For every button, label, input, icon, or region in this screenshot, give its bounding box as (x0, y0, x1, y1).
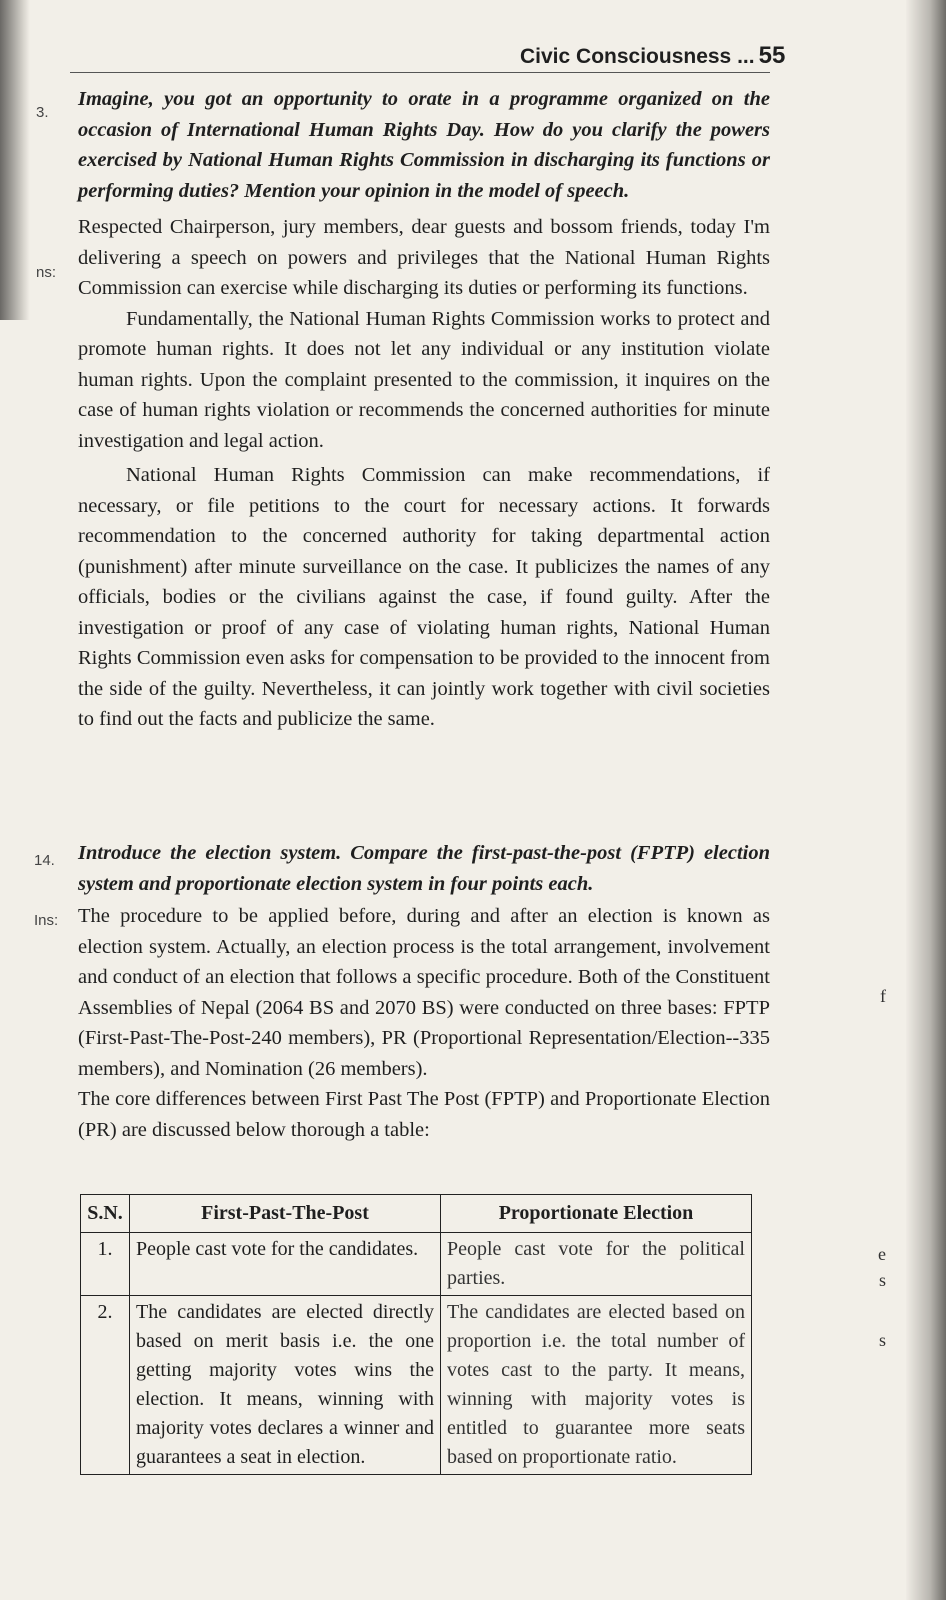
header-rule (70, 72, 770, 73)
ans4-marker: Ins: (34, 912, 59, 929)
table-row (81, 1233, 752, 1296)
page-binding-shadow (0, 0, 30, 320)
header-sn: S.N. (81, 1195, 130, 1233)
ans3-marker: ns: (36, 264, 57, 281)
q4-answer-p2: The core differences between First Past The Post (FPTP) and Proportionate Election (PR) are discussed below thorough a table: (78, 1088, 770, 1141)
table-row (81, 1296, 752, 1475)
q3-question: Imagine, you got an opportunity to orate in a programme organized on the occasion of International Human Rights Day. How do you clarify the powers exercised by National Human Rights Commission in discharging its functions or performing duties? Mention your opinion in the model of speech. (78, 88, 770, 202)
header-title: Civic Consciousness ... (520, 45, 755, 68)
q4-marker: 14. (34, 852, 55, 869)
margin-letter: e (878, 1244, 886, 1264)
header-pr: Proportionate Election (441, 1195, 752, 1233)
q3-block (78, 84, 770, 735)
row-sn: 2. (81, 1296, 130, 1475)
q3-answer-p2: Fundamentally, the National Human Rights Commission works to protect and promote human rights. It does not let any individual or any institution violate human rights. Upon the complaint presented to the commission, it inquires on the case of human rights violation or recommends the concerned authorities for minute investigation and legal action. (78, 307, 770, 452)
table-header-row (81, 1195, 752, 1233)
page-edge-shadow (906, 0, 946, 1600)
row-fptp: The candidates are elected directly based on merit basis i.e. the one getting majority votes wins the election. It means, winning with majority votes declares a winner and guarantees a seat in election. (130, 1296, 441, 1475)
row-pr: The candidates are elected based on proportion i.e. the total number of votes cast to the party. It means, winning with majority votes is entitled to guarantee more seats based on proportionate ratio. (441, 1296, 752, 1475)
comparison-table (80, 1194, 752, 1475)
running-header (520, 42, 785, 70)
row-fptp: People cast vote for the candidates. (130, 1233, 441, 1296)
q3-answer-p1: Respected Chairperson, jury members, dear guests and bossom friends, today I'm delivering a speech on powers and privileges that the National Human Rights Commission can exercise while discharging its duties or performing its functions. (78, 216, 770, 299)
margin-letter: f (880, 986, 886, 1006)
margin-letter: s (878, 1330, 886, 1350)
q3-marker: 3. (36, 104, 49, 121)
margin-letter: s (878, 1270, 886, 1290)
q4-question: Introduce the election system. Compare the first-past-the-post (FPTP) election system and proportionate election system in four points each. (78, 842, 770, 895)
row-sn: 1. (81, 1233, 130, 1296)
q4-block (78, 838, 770, 1145)
page-number: 55 (758, 42, 786, 69)
header-fptp: First-Past-The-Post (130, 1195, 441, 1233)
q4-answer-p1: The procedure to be applied before, during and after an election is known as election system. Actually, an election process is the total arrangement, involvement and conduct of an election that follows a specific procedure. Both of the Constituent Assemblies of Nepal (2064 BS and 2070 BS) were conducted on three bases: FPTP (First-Past-The-Post-240 members), PR (Proportional Representation/Election--335 members), and Nomination (26 members). (78, 905, 770, 1080)
row-pr: People cast vote for the political parties. (441, 1233, 752, 1296)
q3-answer-p3: National Human Rights Commission can make recommendations, if necessary, or file petitions to the court for necessary actions. It forwards recommendation to the concerned authority for taking departmental action (punishment) after minute surveillance on the case. It publicizes the names of any officials, bodies or the civilians against the case, if found guilty. After the investigation or proof of any case of violating human rights, National Human Rights Commission even asks for compensation to be provided to the innocent from the side of the guilty. Nevertheless, it can jointly work together with civil societies to find out the facts and publicize the same. (78, 464, 770, 730)
